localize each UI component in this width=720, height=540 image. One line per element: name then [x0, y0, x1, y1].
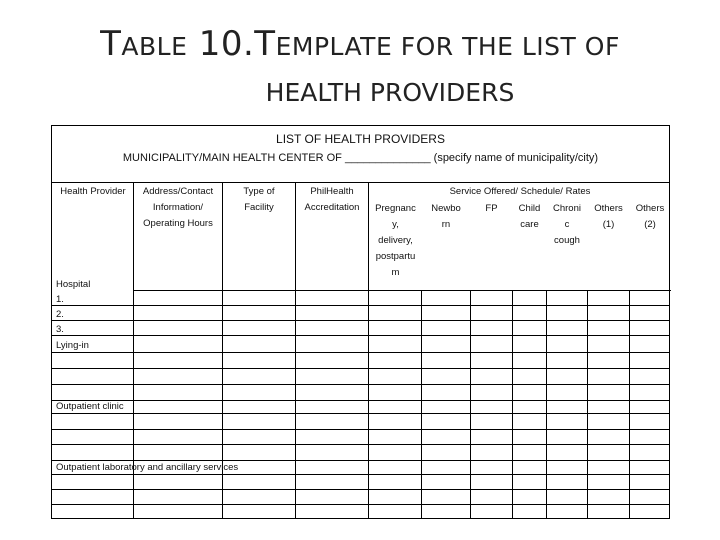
row-line	[52, 429, 669, 430]
row-line	[52, 305, 669, 306]
row-line	[52, 352, 669, 353]
row-label-lying-in: Lying-in	[56, 340, 89, 351]
col-header-address: Address/Contact Information/ Operating Hours	[142, 186, 214, 229]
col-divider	[368, 182, 369, 519]
page-title-line2: HEALTH PROVIDERS	[265, 78, 515, 107]
col-header-philhealth: PhilHealth Accreditation	[304, 186, 360, 213]
col-divider	[587, 290, 588, 519]
col-header-chronic-cough: Chroni c cough	[553, 203, 581, 246]
form-subheading: MUNICIPALITY/MAIN HEALTH CENTER OF ______________ (specify name of municipality/city)	[122, 152, 599, 164]
row-label-hospital-2: 2.	[56, 309, 64, 320]
row-line	[52, 444, 669, 445]
row-line	[52, 400, 669, 401]
row-label-hospital-3: 3.	[56, 324, 64, 335]
col-header-childcare: Child care	[518, 203, 541, 230]
col-header-pregnancy: Pregnanc y, delivery, postpartu m	[375, 203, 416, 278]
col-header-others-1: Others (1)	[594, 203, 623, 230]
row-label-hospital: Hospital	[56, 279, 91, 290]
col-header-fp: FP	[485, 203, 498, 214]
col-divider	[421, 290, 422, 519]
col-divider	[629, 290, 630, 519]
row-line	[52, 489, 669, 490]
col-divider	[295, 182, 296, 519]
col-header-provider: Health Provider	[60, 186, 126, 197]
col-divider	[470, 290, 471, 519]
row-label-outpatient-lab: Outpatient laboratory and ancillary services	[56, 462, 239, 473]
col-header-type: Type of Facility	[243, 186, 275, 213]
row-line	[52, 335, 669, 336]
col-header-others-2: Others (2)	[635, 203, 665, 230]
col-divider	[512, 290, 513, 519]
header-divider	[52, 182, 669, 183]
row-label-outpatient-clinic: Outpatient clinic	[56, 401, 124, 412]
col-header-services: Service Offered/ Schedule/ Rates	[449, 186, 591, 197]
page-title: TABLE 10.TEMPLATE FOR THE LIST OF	[100, 24, 620, 64]
col-header-newborn: Newbo rn	[431, 203, 461, 230]
row-line	[52, 384, 669, 385]
row-line	[52, 368, 669, 369]
form-heading: LIST OF HEALTH PROVIDERS	[276, 132, 445, 146]
row-line	[52, 413, 669, 414]
providers-form	[51, 125, 670, 519]
row-label-hospital-1: 1.	[56, 294, 64, 305]
row-line	[133, 290, 671, 291]
row-line	[52, 320, 669, 321]
row-line	[52, 504, 669, 505]
col-divider	[546, 290, 547, 519]
